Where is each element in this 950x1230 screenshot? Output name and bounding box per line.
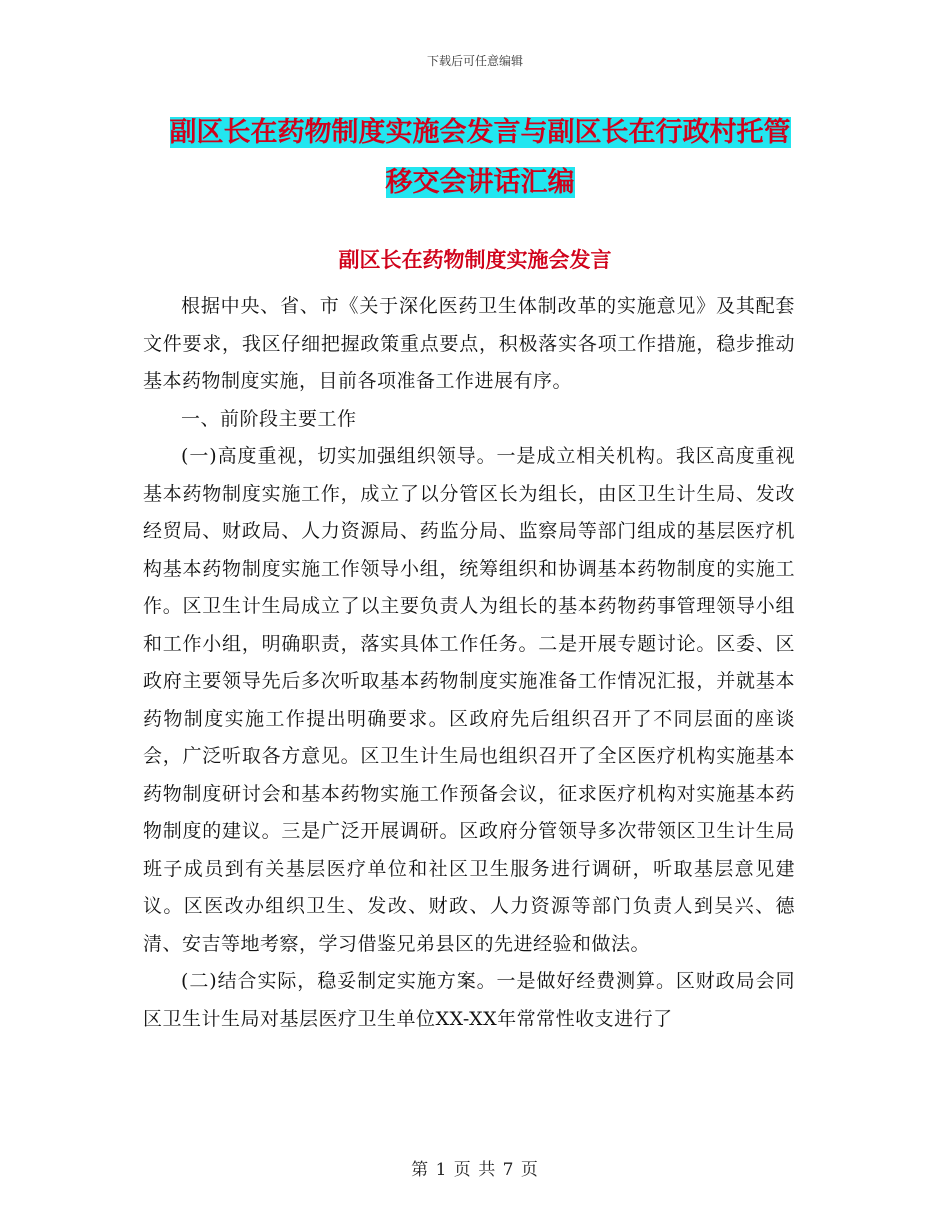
- document-title-line2: 移交会讲话汇编: [385, 167, 575, 198]
- page-header-note: 下载后可任意编辑: [426, 54, 523, 68]
- document-title: [140, 108, 820, 208]
- document-body: [143, 288, 795, 1038]
- paragraph-section-1: (一)高度重视，切实加强组织领导。一是成立相关机构。我区高度重视基本药物制度实施工作，成立了以分管区长为组长，由区卫生计生局、发改经贸局、财政局、人力资源局、药监分局、监察局等部门组成的基层医疗机构基本药物制度实施工作领导小组，统筹组织和协调基本药物制度的实施工作。区卫生计生局成立了以主要负责人为组长的基本药物药事管理领导小组和工作小组，明确职责，落实具体工作任务。二是开展专题讨论。区委、区政府主要领导先后多次听取基本药物制度实施准备工作情况汇报，并就基本药物制度实施工作提出明确要求。区政府先后组织召开了不同层面的座谈会，广泛听取各方意见。区卫生计生局也组织召开了全区医疗机构实施基本药物制度研讨会和基本药物实施工作预备会议，征求医疗机构对实施基本药物制度的建议。三是广泛开展调研。区政府分管领导多次带领区卫生计生局班子成员到有关基层医疗单位和社区卫生服务进行调研，听取基层意见建议。区医改办组织卫生、发改、财政、人力资源等部门负责人到吴兴、德清、安吉等地考察，学习借鉴兄弟县区的先进经验和做法。: [143, 445, 795, 955]
- page-number: 第 1 页 共 7 页: [411, 1160, 539, 1180]
- paragraph-intro: 根据中央、省、市《关于深化医药卫生体制改革的实施意见》及其配套文件要求，我区仔细把握政策重点要点，积极落实各项工作措施，稳步推动基本药物制度实施，目前各项准备工作进展有序。: [143, 295, 795, 392]
- section-title: 副区长在药物制度实施会发言: [338, 248, 612, 272]
- document-title-line1: 副区长在药物制度实施会发言与副区长在行政村托管: [169, 117, 791, 148]
- paragraph-heading-1: 一、前阶段主要工作: [181, 407, 357, 430]
- paragraph-section-2: (二)结合实际，稳妥制定实施方案。一是做好经费测算。区财政局会同区卫生计生局对基层医疗卫生单位XX-XX年常常性收支进行了: [143, 970, 795, 1030]
